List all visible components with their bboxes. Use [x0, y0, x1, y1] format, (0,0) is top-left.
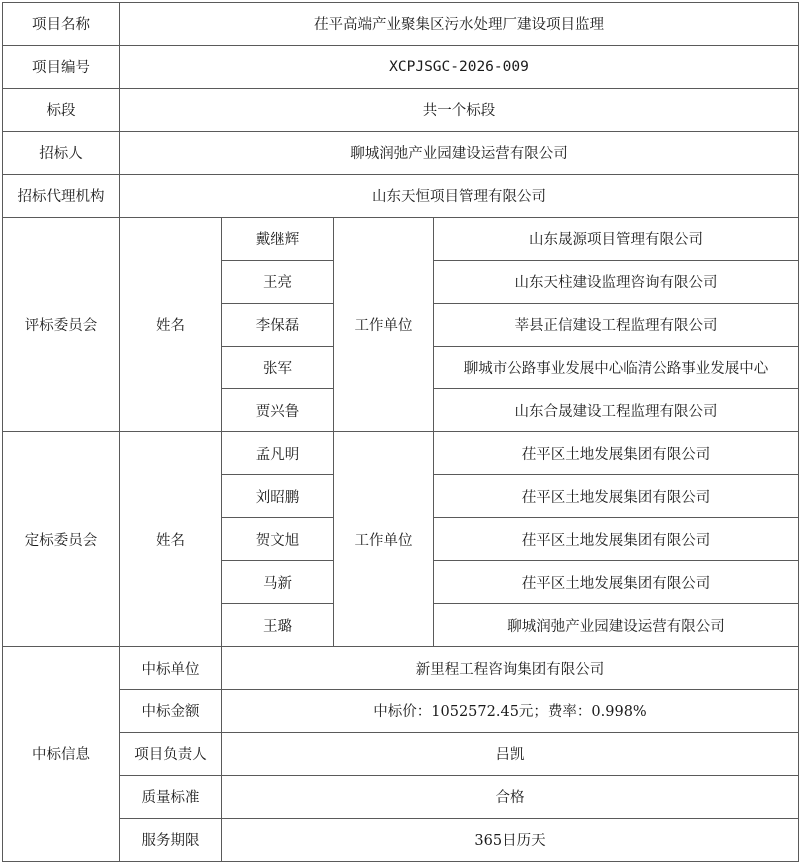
decision-member-unit: 茌平区土地发展集团有限公司 — [434, 475, 799, 518]
decision-member-name: 王璐 — [222, 604, 334, 647]
evaluation-committee-label: 评标委员会 — [3, 217, 120, 432]
table-row — [3, 818, 799, 861]
evaluation-member-name: 王亮 — [222, 260, 334, 303]
decision-member-name: 孟凡明 — [222, 432, 334, 475]
row-tenderer — [3, 131, 799, 174]
decision-member-unit: 聊城润弛产业园建设运营有限公司 — [434, 604, 799, 647]
decision-member-unit: 茌平区土地发展集团有限公司 — [434, 432, 799, 475]
table-row — [3, 775, 799, 818]
evaluation-member-unit: 莘县正信建设工程监理有限公司 — [434, 303, 799, 346]
tenderer-label: 招标人 — [3, 131, 120, 174]
row-project-code — [3, 45, 799, 88]
decision-member-unit: 茌平区土地发展集团有限公司 — [434, 561, 799, 604]
evaluation-member-name: 李保磊 — [222, 303, 334, 346]
award-row-label: 项目负责人 — [120, 732, 222, 775]
evaluation-member-unit: 山东合晟建设工程监理有限公司 — [434, 389, 799, 432]
award-info-label: 中标信息 — [3, 647, 120, 862]
evaluation-member-unit: 聊城市公路事业发展中心临清公路事业发展中心 — [434, 346, 799, 389]
decision-name-header: 姓名 — [120, 432, 222, 647]
decision-unit-header: 工作单位 — [334, 432, 434, 647]
decision-member-unit: 茌平区土地发展集团有限公司 — [434, 518, 799, 561]
row-agency — [3, 174, 799, 217]
row-section — [3, 88, 799, 131]
decision-member-name: 贺文旭 — [222, 518, 334, 561]
project-name-label: 项目名称 — [3, 3, 120, 46]
table-row — [3, 690, 799, 733]
award-row-label: 质量标准 — [120, 775, 222, 818]
award-period-value: 365日历天 — [222, 818, 799, 861]
section-value: 共一个标段 — [120, 88, 799, 131]
table-row — [3, 432, 799, 475]
evaluation-member-name: 贾兴鲁 — [222, 389, 334, 432]
bid-result-table — [2, 2, 799, 862]
decision-member-name: 马新 — [222, 561, 334, 604]
evaluation-member-unit: 山东天柱建设监理咨询有限公司 — [434, 260, 799, 303]
decision-member-name: 刘昭鹏 — [222, 475, 334, 518]
evaluation-name-header: 姓名 — [120, 217, 222, 432]
project-name-value: 茌平高端产业聚集区污水处理厂建设项目监理 — [120, 3, 799, 46]
award-amount-value: 中标价：1052572.45元；费率：0.998% — [222, 690, 799, 733]
award-row-label: 中标金额 — [120, 690, 222, 733]
tenderer-value: 聊城润弛产业园建设运营有限公司 — [120, 131, 799, 174]
award-quality-value: 合格 — [222, 775, 799, 818]
award-row-label: 服务期限 — [120, 818, 222, 861]
evaluation-member-name: 戴继辉 — [222, 217, 334, 260]
award-manager-value: 吕凯 — [222, 732, 799, 775]
table-row — [3, 217, 799, 260]
table-row — [3, 647, 799, 690]
evaluation-member-name: 张军 — [222, 346, 334, 389]
row-project-name — [3, 3, 799, 46]
project-code-value: XCPJSGC-2026-009 — [120, 45, 799, 88]
decision-committee-label: 定标委员会 — [3, 432, 120, 647]
project-code-label: 项目编号 — [3, 45, 120, 88]
evaluation-member-unit: 山东晟源项目管理有限公司 — [434, 217, 799, 260]
section-label: 标段 — [3, 88, 120, 131]
agency-value: 山东天恒项目管理有限公司 — [120, 174, 799, 217]
table-row — [3, 732, 799, 775]
agency-label: 招标代理机构 — [3, 174, 120, 217]
award-winner-value: 新里程工程咨询集团有限公司 — [222, 647, 799, 690]
award-row-label: 中标单位 — [120, 647, 222, 690]
evaluation-unit-header: 工作单位 — [334, 217, 434, 432]
